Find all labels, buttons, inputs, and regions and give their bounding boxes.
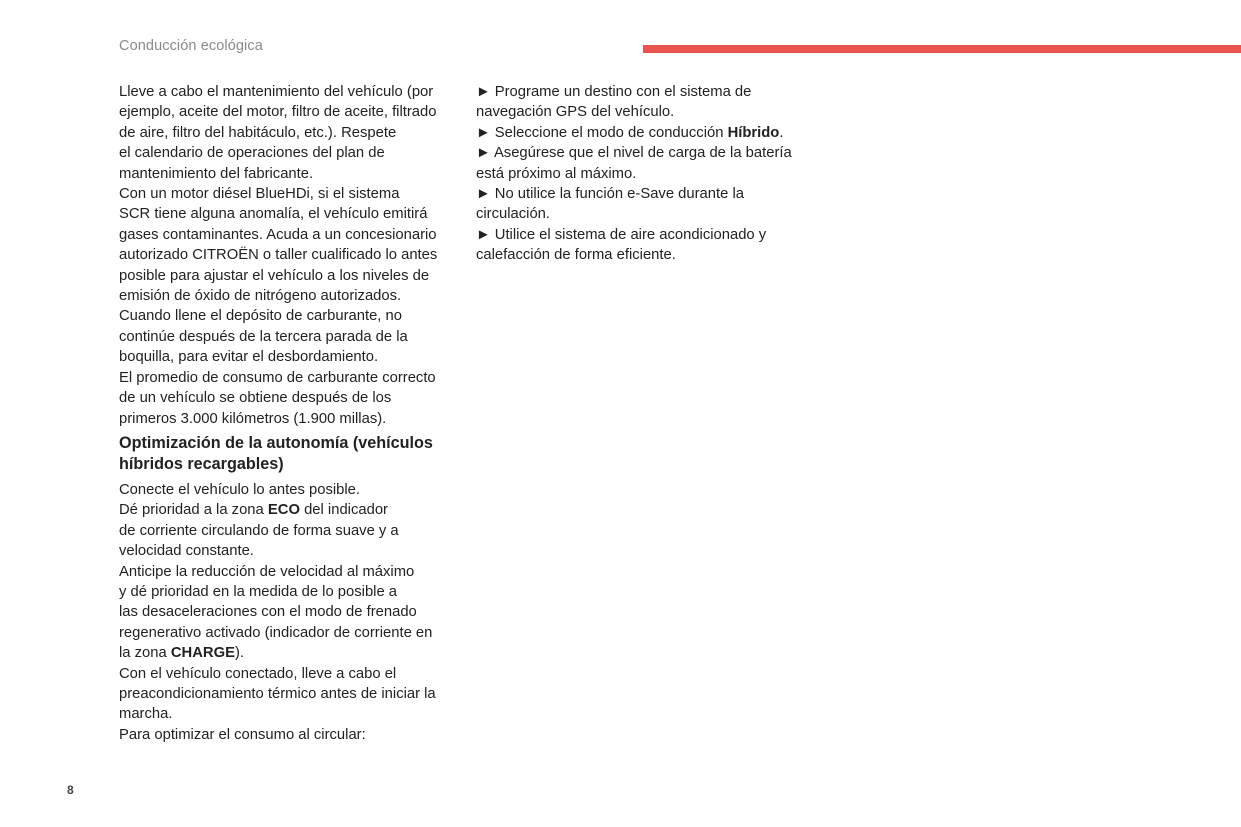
- text-fragment: ).: [234, 645, 244, 662]
- text-line: las desaceleraciones con el modo de frenado: [119, 604, 417, 621]
- text-line: ► Programe un destino con el sistema de: [476, 84, 752, 100]
- text-line: boquilla, para evitar el desbordamiento.: [119, 349, 379, 366]
- text-line: [119, 643, 457, 663]
- left-column: [119, 82, 457, 745]
- paragraph-connect: [119, 480, 457, 500]
- text-fragment: ► Seleccione el modo de conducción: [476, 124, 728, 141]
- text-line: regenerativo activado (indicador de corriente en: [119, 624, 433, 641]
- text-line: velocidad constante.: [119, 543, 254, 560]
- text-line: Conecte el vehículo lo antes posible.: [119, 481, 361, 498]
- text-line: posible para ajustar el vehículo a los niveles de: [119, 267, 430, 284]
- bullet-item: [476, 184, 821, 225]
- text-line: ejemplo, aceite del motor, filtro de aceite, filtrado: [119, 104, 437, 121]
- section-title: Conducción ecológica: [119, 38, 263, 54]
- text-line: ► No utilice la función e-Save durante la: [476, 186, 744, 203]
- text-line: y dé prioridad en la medida de lo posible a: [119, 583, 398, 600]
- text-line: de un vehículo se obtiene después de los: [119, 390, 392, 407]
- text-line: autorizado CITROËN o taller cualificado lo antes: [119, 247, 438, 264]
- text-line: [476, 123, 821, 143]
- paragraph-regenerative: [119, 562, 457, 664]
- text-fragment: .: [779, 124, 784, 141]
- text-line: ► Utilice el sistema de aire acondicionado y: [476, 226, 767, 243]
- bullet-item: [476, 123, 821, 143]
- text-line: circulación.: [476, 206, 551, 223]
- hybrid-label: Híbrido: [727, 124, 780, 141]
- text-line: Con un motor diésel BlueHDi, si el sistema: [119, 186, 400, 203]
- text-line: gases contaminantes. Acuda a un concesionario: [119, 226, 437, 243]
- paragraph-optimize-intro: [119, 725, 457, 745]
- text-line: está próximo al máximo.: [476, 165, 637, 182]
- charge-label: CHARGE: [170, 645, 235, 662]
- paragraph-refuel: [119, 306, 457, 367]
- section-heading: [119, 433, 457, 475]
- bullet-item: [476, 82, 821, 123]
- heading-line: Optimización de la autonomía (vehículos: [119, 433, 433, 452]
- text-line: continúe después de la tercera parada de la: [119, 328, 408, 345]
- paragraph-maintenance: [119, 82, 457, 184]
- bullet-item: [476, 143, 821, 184]
- text-line: Con el vehículo conectado, lleve a cabo el: [119, 665, 397, 682]
- text-fragment: la zona: [119, 645, 171, 662]
- heading-line: híbridos recargables): [119, 454, 284, 473]
- text-line: primeros 3.000 kilómetros (1.900 millas).: [119, 410, 387, 427]
- text-line: SCR tiene alguna anomalía, el vehículo emitirá: [119, 206, 428, 223]
- eco-label: ECO: [267, 502, 300, 519]
- text-fragment: Dé prioridad a la zona: [119, 502, 268, 519]
- text-line: de corriente circulando de forma suave y a: [119, 522, 399, 539]
- paragraph-eco-zone: [119, 500, 457, 561]
- text-line: ► Asegúrese que el nivel de carga de la batería: [476, 145, 792, 162]
- paragraph-consumption: [119, 368, 457, 429]
- text-line: [119, 500, 457, 520]
- right-column: [476, 82, 821, 266]
- text-line: El promedio de consumo de carburante correcto: [119, 369, 436, 386]
- text-fragment: del indicador: [299, 502, 388, 519]
- text-line: Lleve a cabo el mantenimiento del vehículo (por: [119, 84, 434, 100]
- text-line: emisión de óxido de nitrógeno autorizados.: [119, 288, 402, 305]
- text-line: Para optimizar el consumo al circular:: [119, 726, 366, 743]
- text-line: Anticipe la reducción de velocidad al máximo: [119, 563, 415, 580]
- bullet-item: [476, 225, 821, 266]
- text-line: preacondicionamiento térmico antes de iniciar la: [119, 685, 436, 702]
- paragraph-bluehdi: [119, 184, 457, 306]
- section-accent-bar: [643, 45, 1241, 53]
- text-line: marcha.: [119, 706, 173, 723]
- text-line: mantenimiento del fabricante.: [119, 165, 314, 182]
- page-number: 8: [67, 783, 74, 797]
- text-line: de aire, filtro del habitáculo, etc.). Respete: [119, 124, 397, 141]
- text-line: calefacción de forma eficiente.: [476, 247, 676, 264]
- text-line: Cuando llene el depósito de carburante, no: [119, 308, 402, 325]
- text-line: navegación GPS del vehículo.: [476, 104, 675, 121]
- text-line: el calendario de operaciones del plan de: [119, 145, 385, 162]
- paragraph-preconditioning: [119, 664, 457, 725]
